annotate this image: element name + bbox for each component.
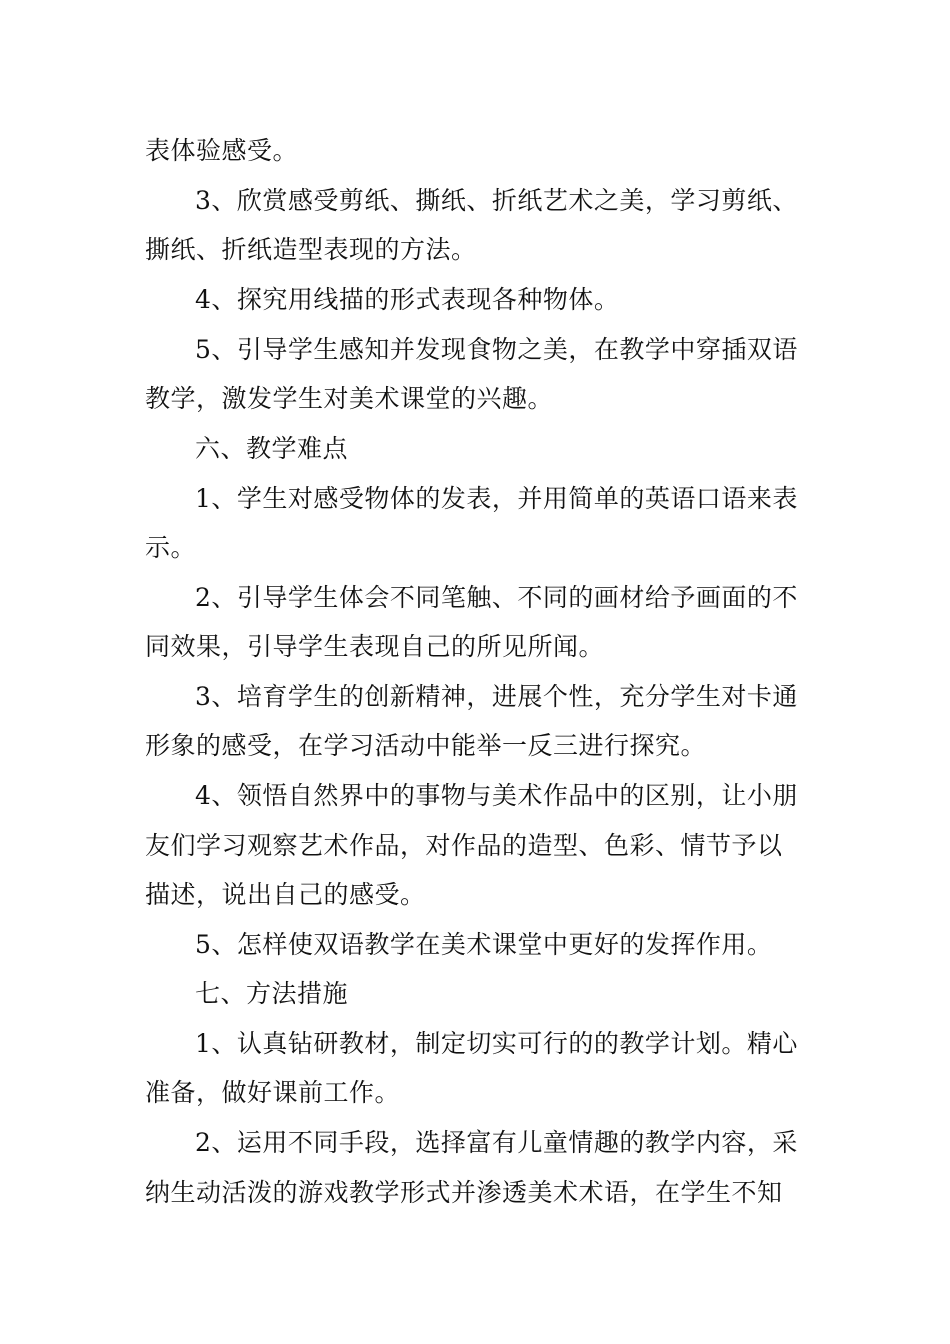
text-line: 5、引导学生感知并发现食物之美，在教学中穿插双语 (195, 335, 798, 364)
text-line: 1、认真钻研教材，制定切实可行的的教学计划。精心 (195, 1029, 798, 1058)
text-line: 1、学生对感受物体的发表，并用简单的英语口语来表 (195, 484, 798, 513)
text-line: 形象的感受，在学习活动中能举一反三进行探究。 (145, 731, 707, 760)
text-line: 5、怎样使双语教学在美术课堂中更好的发挥作用。 (195, 930, 773, 959)
text-line: 4、探究用线描的形式表现各种物体。 (195, 285, 620, 314)
text-line: 友们学习观察艺术作品，对作品的造型、色彩、情节予以 (145, 831, 783, 860)
section-heading: 六、教学难点 (195, 434, 349, 463)
text-line: 同效果，引导学生表现自己的所见所闻。 (145, 632, 605, 661)
text-line: 示。 (145, 533, 197, 562)
text-line: 描述，说出自己的感受。 (145, 880, 426, 909)
text-line: 2、运用不同手段，选择富有儿童情趣的教学内容，采 (195, 1128, 798, 1157)
text-line: 教学，激发学生对美术课堂的兴趣。 (145, 384, 554, 413)
text-line: 撕纸、折纸造型表现的方法。 (145, 235, 477, 264)
text-line: 4、领悟自然界中的事物与美术作品中的区别，让小朋 (195, 781, 798, 810)
section-heading: 七、方法措施 (195, 979, 349, 1008)
text-line: 3、欣赏感受剪纸、撕纸、折纸艺术之美，学习剪纸、 (195, 186, 798, 215)
text-line: 3、培育学生的创新精神，进展个性，充分学生对卡通 (195, 682, 798, 711)
text-line: 2、引导学生体会不同笔触、不同的画材给予画面的不 (195, 583, 798, 612)
text-line: 准备，做好课前工作。 (145, 1078, 401, 1107)
text-line: 纳生动活泼的游戏教学形式并渗透美术术语，在学生不知 (145, 1178, 783, 1207)
text-line: 表体验感受。 (145, 136, 299, 165)
